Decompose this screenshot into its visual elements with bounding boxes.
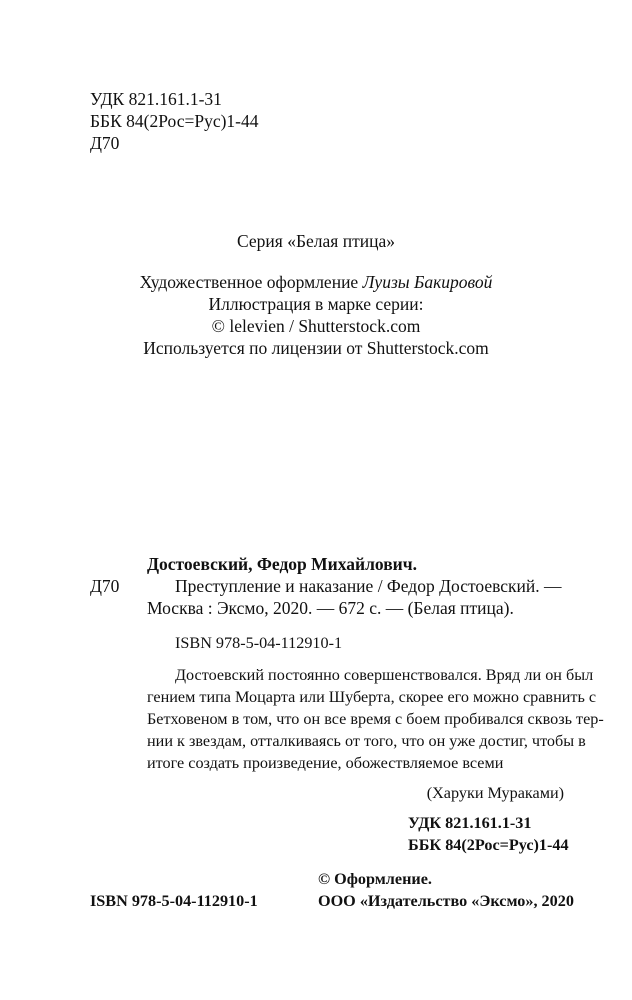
annotation-line: нии к звездам, отталкиваясь от того, что он уже достиг, чтобы в xyxy=(147,732,586,750)
annotation-line: Достоевский постоянно совершенствовался. Вряд ли он был xyxy=(175,666,594,684)
udk-code-bottom: УДК 821.161.1-31 xyxy=(408,814,532,832)
annotation-block xyxy=(147,664,604,804)
annotation-line: гением типа Моцарта или Шуберта, скорее его можно сравнить с xyxy=(147,688,597,706)
design-credit-prefix: Художественное оформление xyxy=(139,272,363,292)
author-code-top: Д70 xyxy=(90,133,120,153)
annotation-line: Бетховеном в том, что он все время с боем пробивался сквозь тер- xyxy=(147,710,604,728)
bottom-classification xyxy=(408,812,569,856)
footer-isbn: ISBN 978-5-04-112910-1 xyxy=(90,892,258,910)
catalog-code: Д70 xyxy=(90,576,120,596)
catalog-imprint-line: Москва : Эксмо, 2020. — 672 с. — (Белая птица). xyxy=(147,598,514,618)
catalog-title-line: Преступление и наказание / Федор Достоевский. — xyxy=(175,576,562,596)
illustration-credit: Иллюстрация в марке серии: xyxy=(208,294,424,314)
top-classification xyxy=(90,88,259,154)
catalog-isbn: ISBN 978-5-04-112910-1 xyxy=(175,634,343,652)
udk-code-top: УДК 821.161.1-31 xyxy=(90,89,222,109)
license-note: Используется по лицензии от Shutterstock.com xyxy=(143,338,489,358)
design-credit xyxy=(0,271,632,293)
footer-copyright xyxy=(318,868,574,912)
photo-copyright: © lelevien / Shutterstock.com xyxy=(211,316,421,336)
annotation-line: итоге создать произведение, обожествляемое всеми xyxy=(147,754,504,772)
bbk-code-top: ББК 84(2Рос=Рус)1-44 xyxy=(90,111,259,131)
designer-name: Луизы Бакировой xyxy=(362,272,493,292)
publisher-copyright: ООО «Издательство «Эксмо», 2020 xyxy=(318,892,574,910)
design-copyright: © Оформление. xyxy=(318,870,432,888)
series-title: Серия «Белая птица» xyxy=(237,231,395,251)
catalog-author: Достоевский, Федор Михайлович. xyxy=(147,554,418,574)
credits-block xyxy=(0,271,632,359)
annotation-attribution: (Харуки Мураками) xyxy=(426,784,564,802)
bbk-code-bottom: ББК 84(2Рос=Рус)1-44 xyxy=(408,836,569,854)
